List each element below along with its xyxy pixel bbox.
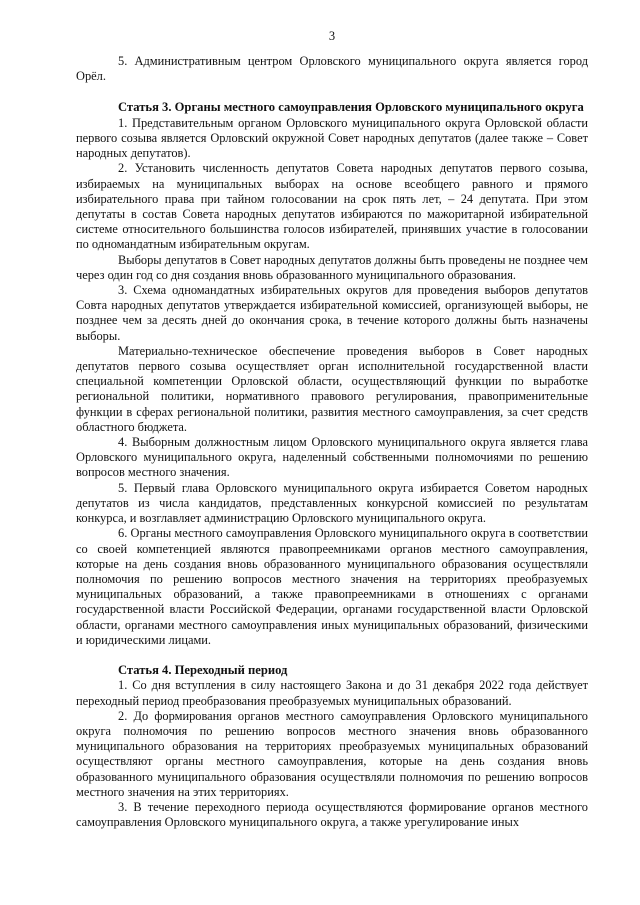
intro-paragraph: 5. Административным центром Орловского муниципального округа является город Орёл. xyxy=(76,54,588,84)
article-4-paragraph-2: 2. До формирования органов местного самоуправления Орловского муниципального округа полномочия по решению вопросов местного значения вновь образованного муниципального образования на территориях преобразуемых муниципальных образований осуществляют органы местного самоуправления, которые на день создания вновь образованного муниципального образования осуществляли полномочия по решению вопросов местного значения на этих территориях. xyxy=(76,708,588,799)
article-3-heading: Статья 3. Органы местного самоуправления Орловского муниципального округа xyxy=(118,100,584,115)
article-3-paragraph-8: 6. Органы местного самоуправления Орловского муниципального округа в соответствии со своей компетенцией являются правопреемниками органов местного самоуправления, которые на день создания вновь образованного муниципального образования осуществляли полномочия по решению вопросов местного значения на территориях преобразуемых муниципальных образований, а также правопреемниками в отношениях с органами государственной власти Российской Федерации, органами государственной власти Орловской области, органами местного самоуправления иных муниципальных образований, физическими и юридическими лицами. xyxy=(76,526,588,647)
article-3-paragraph-3: Выборы депутатов в Совет народных депутатов должны быть проведены не позднее чем через один год со дня создания вновь образованного муниципального образования. xyxy=(76,252,588,282)
article-3-paragraph-2: 2. Установить численность депутатов Совета народных депутатов первого созыва, избираемых на муниципальных выборах на основе всеобщего равного и прямого избирательного права при тайном голосовании на срок пять лет, – 24 депутата. При этом депутаты в состав Совета народных депутатов избираются по мажоритарной избирательной системе относительного большинства голосов избирателей, принявших участие в голосовании по одномандатным избирательным округам. xyxy=(76,161,588,252)
article-3-paragraph-6: 4. Выборным должностным лицом Орловского муниципального округа является глава Орловского муниципального округа, наделенный собственными полномочиями по решению вопросов местного значения. xyxy=(76,435,588,480)
article-4-heading: Статья 4. Переходный период xyxy=(118,662,288,677)
article-3-paragraph-4: 3. Схема одномандатных избирательных округов для проведения выборов депутатов Совта народных депутатов утверждается избирательной комиссией, организующей выборы, не позднее чем за десять дней до окончания срока, в течение которого должны быть назначены выборы. xyxy=(76,283,588,343)
article-4-paragraph-3: 3. В течение переходного периода осуществляются формирование органов местного самоуправления Орловского муниципального округа, а также урегулирование иных xyxy=(76,799,588,830)
article-3-paragraph-1: 1. Представительным органом Орловского муниципального округа Орловской области первого созыва является Орловский окружной Совет народных депутатов (далее также – Совет народных депутатов). xyxy=(76,115,588,161)
article-3-paragraph-5: Материально-техническое обеспечение проведения выборов в Совет народных депутатов первого созыва осуществляет орган исполнительной государственной власти специальной компетенции Орловской области, осуществляющий функции по выработке региональной политики, нормативного правового регулирования, правоприменительные функции в сферах региональной политики, развития местного самоуправления, за счет средств областного бюджета. xyxy=(76,343,588,434)
article-4-paragraph-1: 1. Со дня вступления в силу настоящего Закона и до 31 декабря 2022 года действует переходный период преобразования преобразуемых муниципальных образований. xyxy=(76,678,588,708)
page-number: 3 xyxy=(328,29,336,43)
spacer xyxy=(76,84,588,100)
article-3-paragraph-7: 5. Первый глава Орловского муниципального округа избирается Советом народных депутатов из числа кандидатов, представленных конкурсной комиссией по результатам конкурса, и возглавляет администрацию Орловского муниципального округа. xyxy=(76,480,588,526)
spacer xyxy=(76,648,588,663)
